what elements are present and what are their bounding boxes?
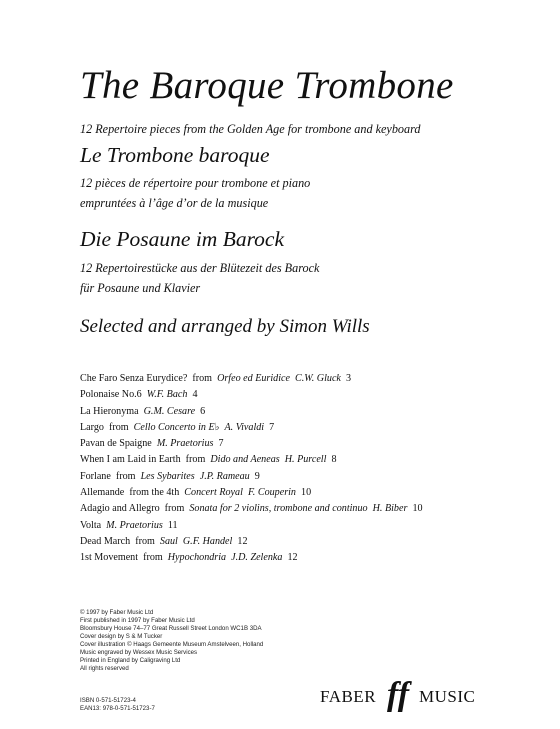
french-subtitle-line: empruntées à l’âge d’or de la musique bbox=[80, 196, 269, 210]
page-number: 12 bbox=[237, 535, 248, 547]
page-number: 6 bbox=[200, 405, 206, 417]
contents-item bbox=[80, 371, 423, 387]
source-work: Saul bbox=[159, 535, 178, 547]
english-subtitle: 12 Repertoire pieces from the Golden Age for trombone and keyboard bbox=[80, 122, 421, 136]
credit-line: Cover illustration © Haags Gemeente Museum Amstelveen, Holland bbox=[80, 641, 264, 649]
page-number: 7 bbox=[269, 421, 275, 433]
contents-item bbox=[80, 387, 423, 403]
piece-title: Dead March bbox=[80, 535, 131, 547]
page-number: 11 bbox=[167, 519, 178, 531]
from-text: from bbox=[115, 470, 136, 482]
contents-item bbox=[80, 404, 423, 420]
piece-title: La Hieronyma bbox=[80, 405, 139, 417]
piece-title: Che Faro Senza Eurydice? bbox=[80, 373, 188, 384]
piece-title: Allemande bbox=[80, 487, 125, 499]
page-number: 4 bbox=[192, 389, 198, 401]
page-number: 10 bbox=[412, 503, 423, 515]
source-work: Orfeo ed Euridice bbox=[217, 373, 290, 384]
contents-item bbox=[80, 485, 423, 501]
composer: M. Praetorius bbox=[156, 438, 214, 450]
piece-title: Volta bbox=[80, 519, 102, 531]
german-subtitle bbox=[80, 258, 319, 298]
piece-title: Largo bbox=[80, 421, 104, 433]
composer: H. Biber bbox=[372, 503, 408, 515]
contents-item bbox=[80, 501, 423, 517]
credit-line: Music engraved by Wessex Music Services bbox=[80, 649, 198, 657]
source-work: Cello Concerto in E♭ bbox=[133, 421, 220, 433]
composer: C.W. Gluck bbox=[295, 373, 341, 384]
logo-ff-mark: ff bbox=[387, 678, 410, 712]
source-work: Concert Royal bbox=[184, 487, 243, 499]
faber-music-logo-mark bbox=[320, 678, 520, 712]
composer: G.M. Cesare bbox=[143, 405, 196, 417]
contents-item bbox=[80, 420, 423, 436]
logo-right-word: MUSIC bbox=[419, 687, 476, 706]
source-work: Hypochondria bbox=[167, 552, 227, 564]
from-text: from bbox=[135, 535, 155, 547]
contents-item bbox=[80, 550, 423, 566]
contents-item bbox=[80, 452, 423, 468]
composer: M. Praetorius bbox=[106, 519, 163, 531]
credit-line: © 1997 by Faber Music Ltd bbox=[80, 609, 154, 616]
german-subtitle-line: für Posaune und Klavier bbox=[80, 281, 201, 295]
piece-title: Adagio and Allegro bbox=[80, 503, 160, 515]
french-title: Le Trombone baroque bbox=[80, 143, 270, 167]
isbn-line: EAN13: 978-0-571-51723-7 bbox=[80, 705, 155, 713]
credit-line: Cover design by S & M Tucker bbox=[80, 633, 163, 641]
page-number: 10 bbox=[301, 487, 312, 499]
composer: G.F. Handel bbox=[182, 535, 233, 547]
page-number: 7 bbox=[218, 438, 224, 450]
french-subtitle-line: 12 pièces de répertoire pour trombone et piano bbox=[80, 176, 311, 190]
arranger-credit: Selected and arranged by Simon Wills bbox=[80, 316, 370, 337]
piece-title: Pavan de Spaigne bbox=[80, 438, 152, 450]
composer: H. Purcell bbox=[284, 454, 327, 466]
composer: F. Couperin bbox=[247, 487, 296, 499]
contents-item bbox=[80, 469, 423, 485]
credit-line: Bloomsbury House 74–77 Great Russell Street London WC1B 3DA bbox=[80, 625, 262, 633]
isbn-block bbox=[80, 697, 155, 713]
piece-title: Forlane bbox=[80, 470, 111, 482]
piece-title: Polonaise No.6 bbox=[80, 389, 142, 401]
logo-left-word: FABER bbox=[320, 687, 377, 706]
page-number: 12 bbox=[287, 552, 298, 564]
credit-line: Printed in England by Caligraving Ltd bbox=[80, 657, 181, 665]
credit-line: All rights reserved bbox=[80, 665, 129, 673]
composer: A. Vivaldi bbox=[224, 421, 265, 433]
from-text: from bbox=[185, 454, 206, 466]
page-number: 3 bbox=[345, 373, 351, 384]
contents-item bbox=[80, 518, 423, 534]
from-text: from bbox=[108, 421, 129, 433]
faber-music-logo bbox=[320, 678, 520, 712]
composer: J.D. Zelenka bbox=[231, 552, 283, 564]
book-title: The Baroque Trombone bbox=[80, 64, 454, 107]
source-work: Sonata for 2 violins, trombone and continuo bbox=[189, 503, 368, 515]
piece-title: 1st Movement bbox=[80, 552, 139, 564]
source-work: Dido and Aeneas bbox=[210, 454, 280, 466]
piece-title: When I am Laid in Earth bbox=[80, 454, 181, 466]
german-title: Die Posaune im Barock bbox=[80, 227, 284, 251]
credit-line: First published in 1997 by Faber Music Ltd bbox=[80, 617, 195, 625]
from-text: from the 4th bbox=[129, 487, 180, 499]
contents-item bbox=[80, 534, 423, 550]
from-text: from bbox=[143, 552, 163, 564]
page-number: 9 bbox=[254, 470, 260, 482]
isbn-line: ISBN 0-571-51723-4 bbox=[80, 697, 136, 704]
from-text: from bbox=[192, 373, 213, 384]
german-subtitle-line: 12 Repertoirestücke aus der Blütezeit des Barock bbox=[80, 261, 320, 275]
composer: J.P. Rameau bbox=[199, 470, 250, 482]
french-subtitle bbox=[80, 173, 310, 213]
page-number: 8 bbox=[331, 454, 337, 466]
contents-item bbox=[80, 436, 423, 452]
from-text: from bbox=[164, 503, 185, 515]
source-work: Les Sybarites bbox=[140, 470, 195, 482]
contents-list bbox=[80, 371, 423, 567]
publication-credits bbox=[80, 609, 263, 673]
composer: W.F. Bach bbox=[146, 389, 188, 401]
